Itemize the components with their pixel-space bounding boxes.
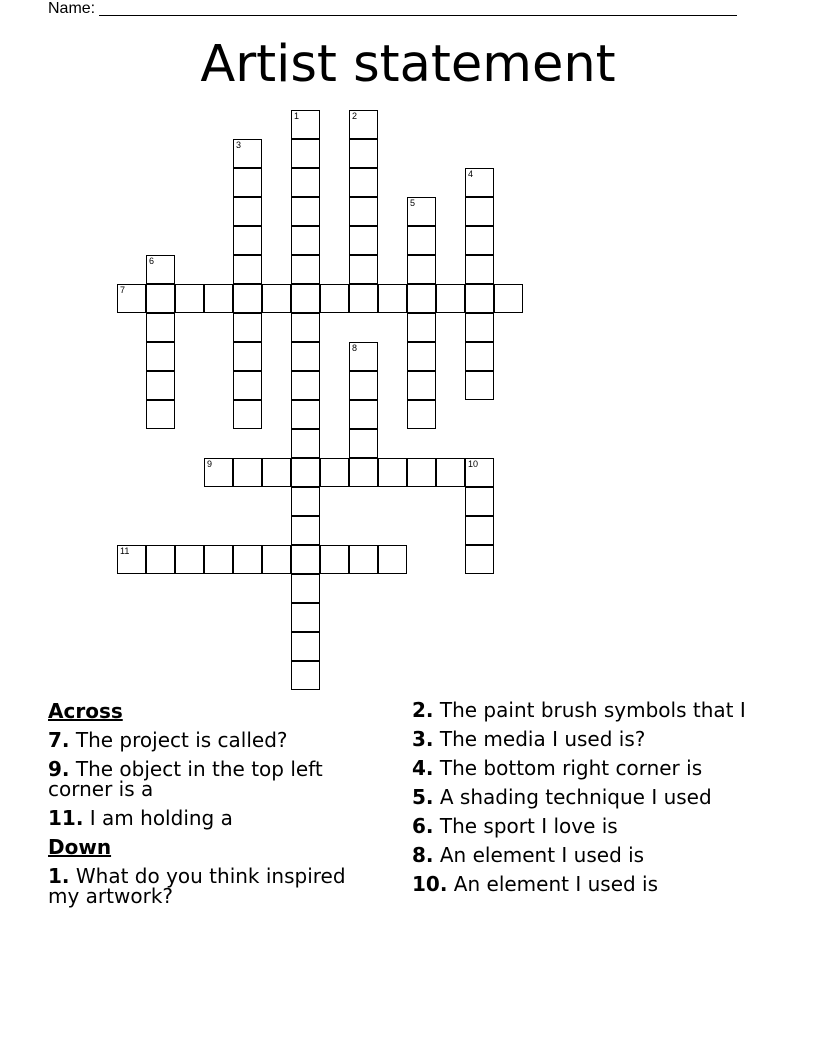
grid-cell[interactable] [291, 284, 320, 313]
clue-number: 7. [48, 728, 70, 752]
grid-cell[interactable] [378, 545, 407, 574]
grid-cell[interactable] [465, 342, 494, 371]
grid-cell[interactable] [465, 284, 494, 313]
grid-cell[interactable] [465, 313, 494, 342]
clue-down-2 [412, 700, 752, 720]
clue-number: 4. [412, 756, 434, 780]
clue-text: The media I used is? [439, 727, 646, 751]
clue-across-9 [48, 759, 378, 799]
grid-cell[interactable] [233, 197, 262, 226]
grid-cell[interactable] [407, 342, 436, 371]
clue-text: An element I used is [439, 843, 645, 867]
grid-cell[interactable] [349, 458, 378, 487]
grid-cell[interactable] [349, 139, 378, 168]
page-title: Artist statement [200, 35, 616, 94]
clue-down-3 [412, 729, 752, 749]
grid-cell[interactable] [465, 487, 494, 516]
grid-cell[interactable] [465, 545, 494, 574]
clue-number: 6. [412, 814, 434, 838]
clue-text: A shading technique I used [439, 785, 712, 809]
grid-cell[interactable] [465, 371, 494, 400]
clue-across-11 [48, 808, 378, 828]
clue-down-5 [412, 787, 752, 807]
grid-cell[interactable] [465, 516, 494, 545]
cell-number: 8 [352, 343, 358, 353]
grid-cell[interactable] [233, 400, 262, 429]
clue-text: The bottom right corner is [439, 756, 703, 780]
grid-cell[interactable] [291, 458, 320, 487]
grid-cell[interactable] [291, 632, 320, 661]
clue-text: The project is called? [75, 728, 288, 752]
grid-cell[interactable] [233, 168, 262, 197]
grid-cell[interactable] [262, 458, 291, 487]
grid-cell[interactable] [349, 545, 378, 574]
grid-cell[interactable] [436, 458, 465, 487]
cell-number: 5 [410, 198, 416, 208]
grid-cell[interactable] [117, 284, 146, 313]
grid-cell[interactable] [146, 342, 175, 371]
cell-number: 10 [468, 459, 479, 469]
grid-cell[interactable] [465, 255, 494, 284]
cell-number: 6 [149, 256, 155, 266]
down-heading: Down [48, 835, 112, 859]
clue-down-10 [412, 874, 752, 894]
grid-cell[interactable] [291, 255, 320, 284]
grid-cell[interactable] [146, 255, 175, 284]
grid-cell[interactable] [291, 371, 320, 400]
grid-cell[interactable] [233, 226, 262, 255]
grid-cell[interactable] [349, 197, 378, 226]
clue-number: 3. [412, 727, 434, 751]
clue-text: What do you think inspired my artwork? [48, 864, 346, 908]
clue-across-7 [48, 730, 378, 750]
grid-cell[interactable] [146, 371, 175, 400]
grid-cell[interactable] [291, 139, 320, 168]
grid-cell[interactable] [146, 400, 175, 429]
grid-cell[interactable] [233, 545, 262, 574]
grid-cell[interactable] [233, 139, 262, 168]
grid-cell[interactable] [349, 226, 378, 255]
grid-cell[interactable] [320, 545, 349, 574]
clue-text: An element I used is [453, 872, 659, 896]
grid-cell[interactable] [291, 545, 320, 574]
clue-down-6 [412, 816, 752, 836]
grid-cell[interactable] [407, 255, 436, 284]
grid-cell[interactable] [291, 226, 320, 255]
grid-cell[interactable] [349, 429, 378, 458]
clue-number: 9. [48, 757, 70, 781]
across-heading: Across [48, 699, 123, 723]
grid-cell[interactable] [262, 545, 291, 574]
grid-cell[interactable] [291, 661, 320, 690]
grid-cell[interactable] [291, 110, 320, 139]
grid-cell[interactable] [291, 168, 320, 197]
grid-cell[interactable] [291, 429, 320, 458]
grid-cell[interactable] [262, 284, 291, 313]
grid-cell[interactable] [146, 313, 175, 342]
clue-text: The sport I love is [439, 814, 618, 838]
grid-cell[interactable] [494, 284, 523, 313]
grid-cell[interactable] [291, 400, 320, 429]
grid-cell[interactable] [407, 458, 436, 487]
grid-cell[interactable] [291, 197, 320, 226]
cell-number: 2 [352, 111, 358, 121]
grid-cell[interactable] [204, 545, 233, 574]
grid-cell[interactable] [378, 458, 407, 487]
grid-cell[interactable] [233, 342, 262, 371]
clue-down-4 [412, 758, 752, 778]
grid-cell[interactable] [291, 313, 320, 342]
grid-cell[interactable] [407, 400, 436, 429]
grid-cell[interactable] [465, 168, 494, 197]
cell-number: 9 [207, 459, 213, 469]
grid-cell[interactable] [349, 110, 378, 139]
clue-number: 5. [412, 785, 434, 809]
grid-cell[interactable] [407, 284, 436, 313]
clue-number: 10. [412, 872, 448, 896]
grid-cell[interactable] [349, 168, 378, 197]
clue-number: 8. [412, 843, 434, 867]
grid-cell[interactable] [349, 342, 378, 371]
grid-cell[interactable] [291, 487, 320, 516]
grid-cell[interactable] [349, 400, 378, 429]
clue-number: 2. [412, 698, 434, 722]
grid-cell[interactable] [233, 371, 262, 400]
grid-cell[interactable] [349, 371, 378, 400]
grid-cell[interactable] [233, 313, 262, 342]
clue-number: 1. [48, 864, 70, 888]
grid-cell[interactable] [407, 226, 436, 255]
grid-cell[interactable] [320, 284, 349, 313]
grid-cell[interactable] [291, 342, 320, 371]
clue-number: 11. [48, 806, 84, 830]
grid-cell[interactable] [349, 284, 378, 313]
grid-cell[interactable] [233, 255, 262, 284]
clue-text: The paint brush symbols that I [439, 698, 746, 722]
grid-cell[interactable] [436, 284, 465, 313]
grid-cell[interactable] [320, 458, 349, 487]
grid-cell[interactable] [407, 197, 436, 226]
cell-number: 11 [120, 546, 130, 556]
grid-cell[interactable] [204, 458, 233, 487]
clue-text: I am holding a [89, 806, 233, 830]
grid-cell[interactable] [175, 284, 204, 313]
clue-text: The object in the top left corner is a [48, 757, 323, 801]
grid-cell[interactable] [349, 255, 378, 284]
grid-cell[interactable] [291, 603, 320, 632]
grid-cell[interactable] [465, 458, 494, 487]
cell-number: 4 [468, 169, 474, 179]
grid-cell[interactable] [146, 284, 175, 313]
grid-cell[interactable] [146, 545, 175, 574]
clues-column-right [412, 700, 752, 903]
grid-cell[interactable] [465, 226, 494, 255]
grid-cell[interactable] [233, 284, 262, 313]
clue-down-1 [48, 866, 378, 906]
grid-cell[interactable] [465, 197, 494, 226]
name-label: Name: [48, 0, 96, 17]
cell-number: 3 [236, 140, 242, 150]
clues-column-left [48, 700, 378, 915]
cell-number: 1 [294, 111, 300, 121]
grid-cell[interactable] [407, 371, 436, 400]
clue-down-8 [412, 845, 752, 865]
grid-cell[interactable] [378, 284, 407, 313]
grid-cell[interactable] [291, 516, 320, 545]
grid-cell[interactable] [204, 284, 233, 313]
grid-cell[interactable] [175, 545, 204, 574]
grid-cell[interactable] [117, 545, 146, 574]
grid-cell[interactable] [233, 458, 262, 487]
cell-number: 7 [120, 285, 126, 295]
grid-cell[interactable] [407, 313, 436, 342]
grid-cell[interactable] [291, 574, 320, 603]
